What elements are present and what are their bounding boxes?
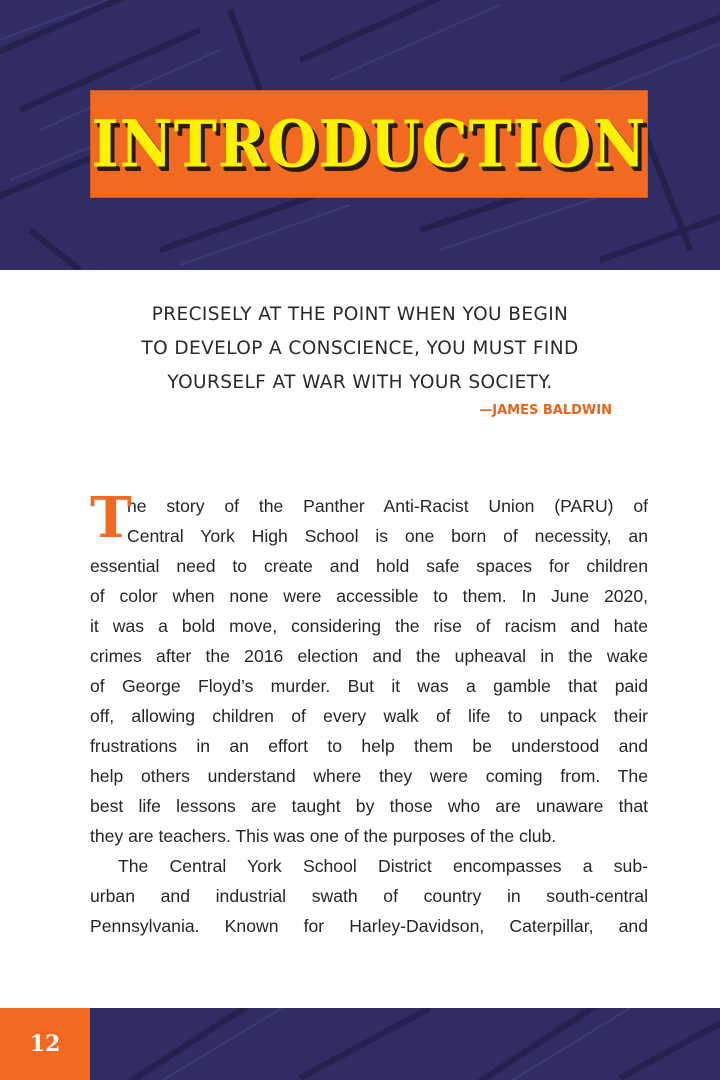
body-line: frustrations in an effort to help them be understood and xyxy=(90,736,648,756)
footer-banner xyxy=(0,1008,720,1080)
page-number-box xyxy=(0,1008,90,1080)
epigraph-line: PRECISELY AT THE POINT WHEN YOU BEGIN xyxy=(151,304,569,325)
body-line: Pennsylvania. Known for Harley-Davidson, Caterpillar, and xyxy=(90,916,648,936)
body-line: Central York High School is one born of necessity, an xyxy=(127,526,648,546)
body-line: it was a bold move, considering the rise of racism and hate xyxy=(90,616,648,636)
body-line: essential need to create and hold safe spaces for children xyxy=(90,556,648,576)
epigraph-attribution: —JAMES BALDWIN xyxy=(479,403,612,418)
page-number: 12 xyxy=(29,1031,61,1057)
body-line: crimes after the 2016 election and the upheaval in the wake xyxy=(90,646,648,666)
page-title: INTRODUCTION xyxy=(91,105,647,183)
body-line: The Central York School District encompasses a sub- xyxy=(118,856,648,876)
body-line: he story of the Panther Anti-Racist Union (PARU) of xyxy=(127,496,648,516)
header-banner xyxy=(0,0,720,270)
body-line: best life lessons are taught by those who are unaware that xyxy=(90,796,648,816)
body-line: they are teachers. This was one of the purposes of the club. xyxy=(90,826,557,846)
epigraph-line: TO DEVELOP A CONSCIENCE, YOU MUST FIND xyxy=(141,338,579,359)
body-line: off, allowing children of every walk of life to unpack their xyxy=(90,706,648,726)
epigraph-line: YOURSELF AT WAR WITH YOUR SOCIETY. xyxy=(167,372,553,393)
books-background-pattern xyxy=(0,1008,720,1080)
body-line: of color when none were accessible to them. In June 2020, xyxy=(90,586,648,606)
title-box xyxy=(90,90,648,198)
body-line: of George Floyd’s murder. But it was a gamble that paid xyxy=(90,676,648,696)
body-text xyxy=(90,485,648,941)
epigraph-quote xyxy=(100,298,620,400)
drop-cap: T xyxy=(90,485,132,551)
body-line: urban and industrial swath of country in south-central xyxy=(90,886,648,906)
body-line: help others understand where they were coming from. The xyxy=(90,766,648,786)
